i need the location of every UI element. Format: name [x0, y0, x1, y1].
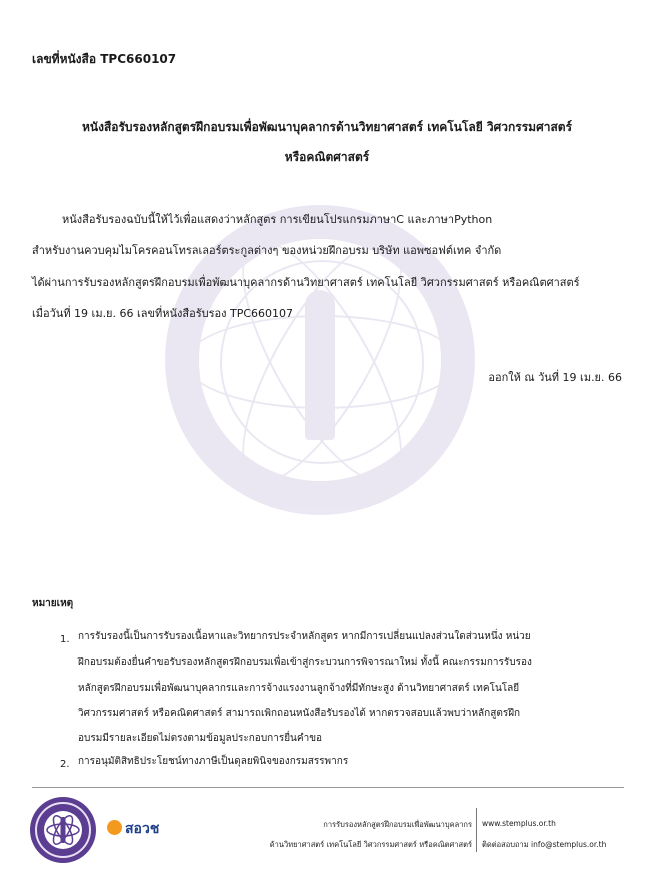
title-line-1: หนังสือรับรองหลักสูตรฝึกอบรมเพื่อพัฒนาบุคลากรด้านวิทยาศาสตร์ เทคโนโลยี วิศวกรรมศาสตร์	[81, 120, 573, 134]
body-line: สำหรับงานควบคุมไมโครคอนโทรลเลอร์ตระกูลต่างๆ ของหน่วยฝึกอบรม บริษัท แอพซอฟต์เทค จำกัด	[32, 244, 502, 257]
body-line: เมื่อวันที่ 19 เม.ย. 66 เลขที่หนังสือรับรอง TPC660107	[32, 307, 294, 320]
note-line: หลักสูตรฝึกอบรมเพื่อพัฒนาบุคลากรและการจ้างแรงงานลูกจ้างที่มีทักษะสูง ด้านวิทยาศาสตร์ เทคโนโลยี	[78, 683, 520, 694]
document-number: เลขที่หนังสือ TPC660107	[32, 52, 177, 66]
footer-left-line-2: ด้านวิทยาศาสตร์ เทคโนโลยี วิศวกรรมศาสตร์ หรือคณิตศาสตร์	[269, 840, 472, 849]
footer-left-line-1: การรับรองหลักสูตรฝึกอบรมเพื่อพัฒนาบุคลากร	[323, 820, 472, 829]
note-line: การอนุมัติสิทธิประโยชน์ทางภาษีเป็นดุลยพินิจของกรมสรรพากร	[78, 756, 349, 767]
ministry-seal-logo	[30, 797, 96, 863]
note-number: 1.	[60, 634, 70, 645]
note-number: 2.	[60, 759, 70, 770]
nxpo-logo-icon	[107, 820, 122, 835]
footer-vertical-divider	[476, 808, 477, 852]
issued-date-line: ออกให้ ณ วันที่ 19 เม.ย. 66	[488, 371, 622, 384]
title-line-2: หรือคณิตศาสตร์	[284, 150, 370, 164]
note-line: การรับรองนี้เป็นการรับรองเนื้อหาและวิทยากรประจำหลักสูตร หากมีการเปลี่ยนแปลงส่วนใดส่วนหนึ่ง หน่วย	[78, 631, 531, 642]
notes-heading: หมายเหตุ	[32, 598, 74, 609]
note-line: อบรมมีรายละเอียดไม่ตรงตามข้อมูลประกอบการยื่นคำขอ	[78, 733, 323, 744]
footer-divider-line	[32, 787, 624, 788]
footer-contact-email[interactable]: ติดต่อสอบถาม info@stemplus.or.th	[482, 840, 607, 849]
body-line: หนังสือรับรองฉบับนี้ให้ไว้เพื่อแสดงว่าหลักสูตร การเขียนโปรแกรมภาษาC และภาษาPython	[62, 213, 493, 226]
footer-website-link[interactable]: www.stemplus.or.th	[482, 819, 556, 828]
note-line: ฝึกอบรมต้องยื่นคำขอรับรองหลักสูตรฝึกอบรมเพื่อเข้าสู่กระบวนการพิจารณาใหม่ ทั้งนี้ คณะกรรมการรับรอง	[78, 657, 532, 668]
nxpo-logo-text: สอวช	[125, 821, 160, 837]
body-line: ได้ผ่านการรับรองหลักสูตรฝึกอบรมเพื่อพัฒนาบุคลากรด้านวิทยาศาสตร์ เทคโนโลยี วิศวกรรมศาสตร์ หรือคณิตศาสตร์	[32, 276, 580, 289]
note-line: วิศวกรรมศาสตร์ หรือคณิตศาสตร์ สามารถเพิกถอนหนังสือรับรองได้ หากตรวจสอบแล้วพบว่าหลักสูตรฝึก	[78, 708, 521, 719]
